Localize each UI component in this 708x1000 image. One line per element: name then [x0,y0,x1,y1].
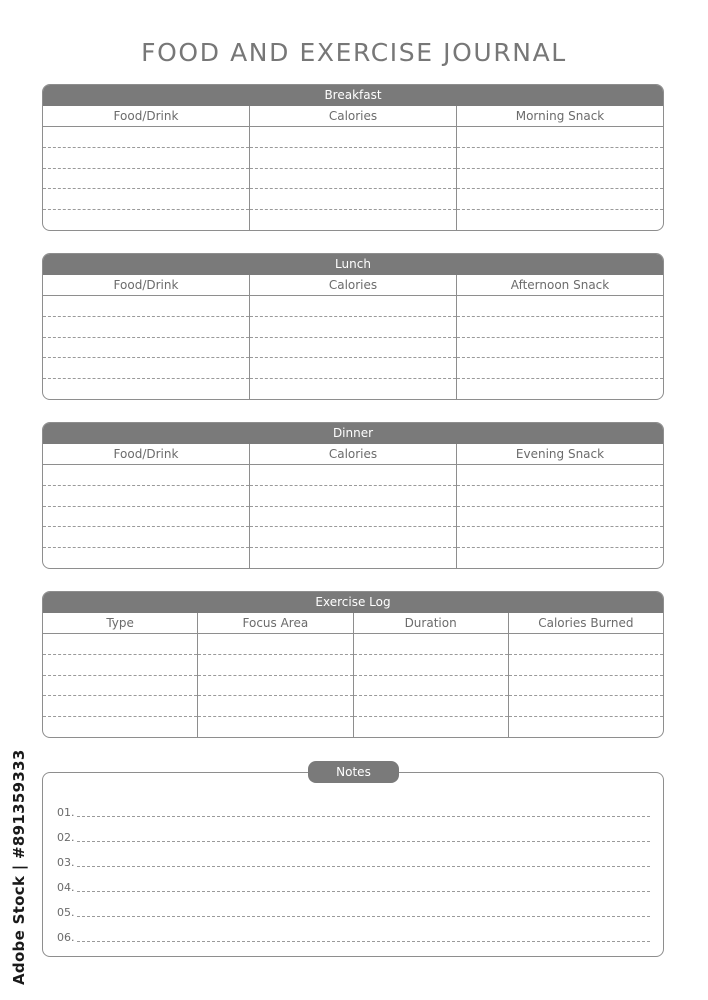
entry-line[interactable] [457,465,663,486]
note-line[interactable] [57,795,650,820]
entry-grid [43,465,663,568]
entry-line[interactable] [43,338,249,359]
entry-line[interactable] [43,296,249,317]
afternoon-snack-column [456,296,663,399]
entry-line[interactable] [250,169,456,190]
note-number: 03. [57,856,75,869]
note-line[interactable] [57,870,650,895]
entry-line[interactable] [43,210,249,230]
entry-line[interactable] [43,548,249,568]
column-header-duration: Duration [353,613,508,633]
column-headers [43,275,663,296]
entry-line[interactable] [43,317,249,338]
entry-line[interactable] [43,486,249,507]
entry-line[interactable] [43,634,197,655]
entry-line[interactable] [43,148,249,169]
entry-line[interactable] [250,465,456,486]
column-headers [43,444,663,465]
column-header-calories-burned: Calories Burned [508,613,663,633]
entry-line[interactable] [250,338,456,359]
entry-line[interactable] [250,317,456,338]
note-rule [77,941,650,942]
entry-line[interactable] [354,634,508,655]
note-rule [77,816,650,817]
entry-line[interactable] [457,169,663,190]
entry-line[interactable] [509,676,663,697]
entry-line[interactable] [250,189,456,210]
entry-line[interactable] [43,169,249,190]
food-drink-column [43,465,249,568]
entry-line[interactable] [250,358,456,379]
entry-line[interactable] [198,676,352,697]
entry-line[interactable] [457,148,663,169]
entry-line[interactable] [457,548,663,568]
entry-line[interactable] [43,696,197,717]
entry-line[interactable] [198,696,352,717]
note-number: 04. [57,881,75,894]
lunch-section [42,253,664,400]
column-header-type: Type [106,616,134,630]
entry-grid [43,127,663,230]
entry-line[interactable] [354,676,508,697]
entry-line[interactable] [457,296,663,317]
entry-line[interactable] [250,296,456,317]
note-rule [77,891,650,892]
duration-column [353,634,508,737]
entry-line[interactable] [457,317,663,338]
entry-line[interactable] [250,127,456,148]
note-rule [77,841,650,842]
notes-label: Notes [308,761,399,783]
food-drink-column [43,296,249,399]
entry-line[interactable] [43,358,249,379]
type-column [43,634,197,737]
entry-line[interactable] [457,127,663,148]
entry-line[interactable] [43,655,197,676]
column-header-food-drink: Food/Drink [113,278,179,292]
column-header-afternoon-snack: Afternoon Snack [456,275,663,295]
column-header-calories: Calories [249,106,456,126]
morning-snack-column [456,127,663,230]
column-header-food-drink: Food/Drink [113,109,179,123]
entry-grid [43,634,663,737]
entry-line[interactable] [457,189,663,210]
dinner-section [42,422,664,569]
evening-snack-column [456,465,663,568]
entry-line[interactable] [43,676,197,697]
page-title: FOOD AND EXERCISE JOURNAL [141,38,567,67]
column-header-food-drink: Food/Drink [113,447,179,461]
column-header-morning-snack: Morning Snack [456,106,663,126]
note-number: 06. [57,931,75,944]
entry-line[interactable] [457,358,663,379]
stock-id-watermark: Adobe Stock | #891359333 [10,749,28,985]
entry-line[interactable] [250,527,456,548]
entry-line[interactable] [43,379,249,399]
entry-line[interactable] [43,527,249,548]
entry-line[interactable] [198,634,352,655]
entry-line[interactable] [43,507,249,528]
note-number: 01. [57,806,75,819]
note-number: 02. [57,831,75,844]
entry-line[interactable] [509,696,663,717]
entry-line[interactable] [354,696,508,717]
column-headers [43,106,663,127]
section-header-lunch: Lunch [43,254,663,275]
entry-line[interactable] [250,548,456,568]
note-line[interactable] [57,895,650,920]
calories-column [249,465,456,568]
section-header-dinner: Dinner [43,423,663,444]
entry-line[interactable] [198,717,352,737]
column-header-calories: Calories [249,275,456,295]
entry-line[interactable] [354,655,508,676]
note-line[interactable] [57,845,650,870]
note-number: 05. [57,906,75,919]
note-line[interactable] [57,920,650,945]
column-header-focus-area: Focus Area [197,613,352,633]
column-headers [43,613,663,634]
notes-list [57,795,650,945]
entry-line[interactable] [457,379,663,399]
entry-line[interactable] [457,338,663,359]
focus-area-column [197,634,352,737]
entry-line[interactable] [250,486,456,507]
entry-line[interactable] [250,148,456,169]
entry-line[interactable] [43,465,249,486]
entry-line[interactable] [43,717,197,737]
entry-line[interactable] [457,210,663,230]
entry-line[interactable] [250,210,456,230]
section-header-exercise-log: Exercise Log [43,592,663,613]
exercise-log-section [42,591,664,738]
note-rule [77,916,650,917]
entry-line[interactable] [457,507,663,528]
entry-line[interactable] [509,717,663,737]
entry-line[interactable] [250,379,456,399]
calories-column [249,127,456,230]
section-header-breakfast: Breakfast [43,85,663,106]
column-header-calories: Calories [249,444,456,464]
entry-line[interactable] [354,717,508,737]
calories-column [249,296,456,399]
entry-line[interactable] [250,507,456,528]
breakfast-section [42,84,664,231]
entry-line[interactable] [457,486,663,507]
note-rule [77,866,650,867]
calories-burned-column [508,634,663,737]
entry-line[interactable] [509,655,663,676]
food-drink-column [43,127,249,230]
note-line[interactable] [57,820,650,845]
entry-line[interactable] [43,189,249,210]
column-header-evening-snack: Evening Snack [456,444,663,464]
entry-line[interactable] [509,634,663,655]
entry-line[interactable] [457,527,663,548]
entry-line[interactable] [198,655,352,676]
entry-grid [43,296,663,399]
entry-line[interactable] [43,127,249,148]
